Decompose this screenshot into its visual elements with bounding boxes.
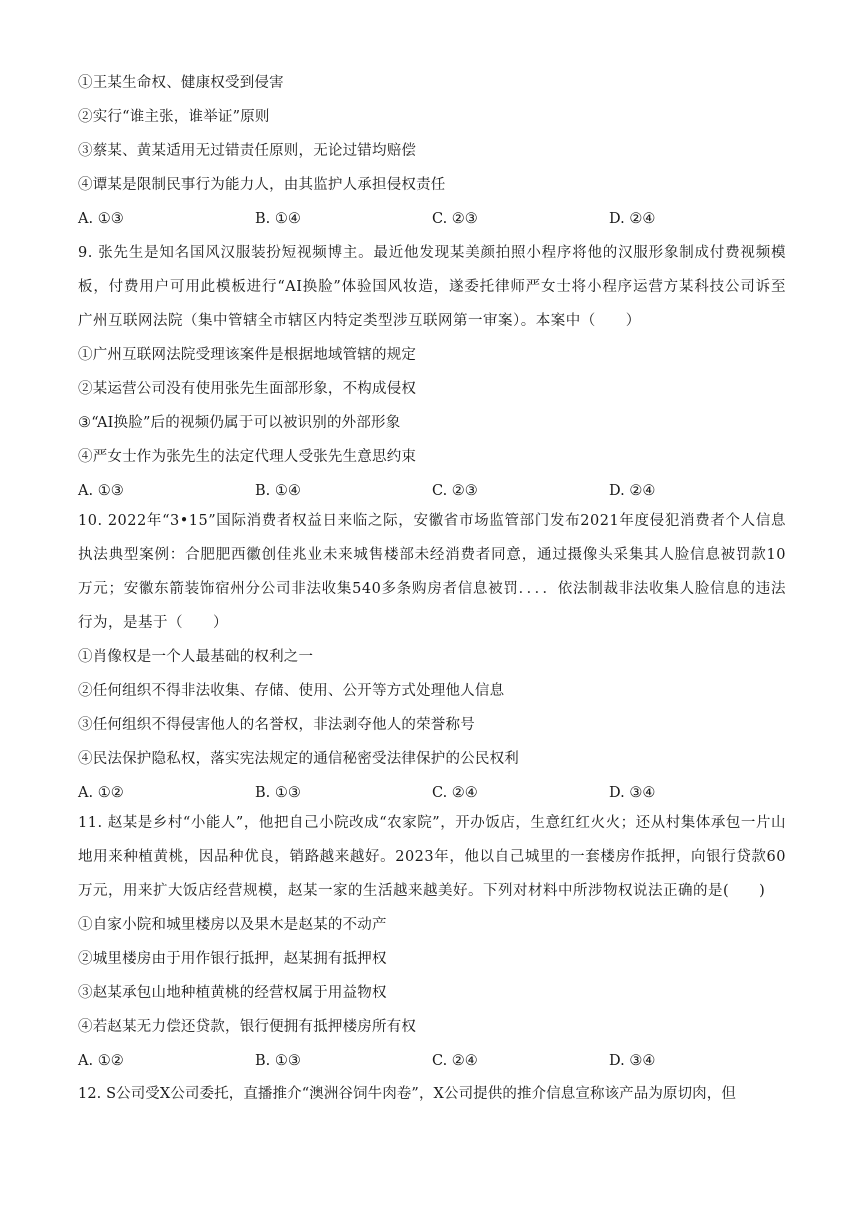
q9-stem: 9. 张先生是知名国风汉服装扮短视频博主。最近他发现某美颜拍照小程序将他的汉服形象制成付费视频模板，付费用户可用此模板进行“AI换脸”体验国风妆造，遂委托律师严女士将小程序运营方某科技公司诉至广州互联网法院（集中管辖全市辖区内特定类型涉互联网第一审案）。本案中（ ） xyxy=(78,245,786,329)
q9-option-c[interactable]: C. ②③ xyxy=(432,483,478,499)
question-12 xyxy=(78,1077,786,1111)
q11-options xyxy=(78,1044,786,1078)
q9-item-1: ①广州互联网法院受理该案件是根据地域管辖的规定 xyxy=(78,347,417,363)
q10-option-c[interactable]: C. ②④ xyxy=(432,785,478,801)
q10-options xyxy=(78,776,786,810)
q12-stem: 12. S公司受X公司委托，直播推介“澳洲谷饲牛肉卷”，X公司提供的推介信息宣称该产品为原切肉，但 xyxy=(78,1086,736,1102)
q8-item-1: ①王某生命权、健康权受到侵害 xyxy=(78,75,284,91)
q10-option-a[interactable]: A. ①② xyxy=(78,785,124,801)
q11-option-d[interactable]: D. ③④ xyxy=(609,1053,656,1069)
q11-item-3: ③赵某承包山地种植黄桃的经营权属于用益物权 xyxy=(78,985,387,1001)
q9-item-4: ④严女士作为张先生的法定代理人受张先生意思约束 xyxy=(78,449,417,465)
question-11 xyxy=(78,806,786,1078)
q8-item-4: ④谭某是限制民事行为能力人，由其监护人承担侵权责任 xyxy=(78,177,446,193)
q9-options xyxy=(78,474,786,508)
q8-option-d[interactable]: D. ②④ xyxy=(609,211,656,227)
q11-option-b[interactable]: B. ①③ xyxy=(255,1053,301,1069)
q10-item-4: ④民法保护隐私权，落实宪法规定的通信秘密受法律保护的公民权利 xyxy=(78,751,519,767)
q11-item-2: ②城里楼房由于用作银行抵押，赵某拥有抵押权 xyxy=(78,951,387,967)
q10-option-b[interactable]: B. ①③ xyxy=(255,785,301,801)
question-8-tail xyxy=(78,66,786,236)
q8-options xyxy=(78,202,786,236)
q9-item-3: ③“AI换脸”后的视频仍属于可以被识别的外部形象 xyxy=(78,415,401,431)
q11-option-c[interactable]: C. ②④ xyxy=(432,1053,478,1069)
q9-option-b[interactable]: B. ①④ xyxy=(255,483,301,499)
q9-item-2: ②某运营公司没有使用张先生面部形象，不构成侵权 xyxy=(78,381,417,397)
question-9 xyxy=(78,236,786,508)
q10-item-2: ②任何组织不得非法收集、存储、使用、公开等方式处理他人信息 xyxy=(78,683,505,699)
q11-stem: 11. 赵某是乡村“小能人”，他把自己小院改成“农家院”，开办饭店，生意红红火火；还从村集体承包一片山地用来种植黄桃，因品种优良，销路越来越好。2023年，他以自己城里的一套楼房作抵押，向银行贷款60万元，用来扩大饭店经营规模，赵某一家的生活越来越美好。下列对材料中所涉物权说法正确的是( ) xyxy=(78,815,786,899)
q10-option-d[interactable]: D. ③④ xyxy=(609,785,656,801)
q8-item-2: ②实行“谁主张，谁举证”原则 xyxy=(78,109,270,125)
q9-option-a[interactable]: A. ①③ xyxy=(78,483,124,499)
q11-item-1: ①自家小院和城里楼房以及果木是赵某的不动产 xyxy=(78,917,387,933)
q8-item-3: ③蔡某、黄某适用无过错责任原则，无论过错均赔偿 xyxy=(78,143,417,159)
q10-item-1: ①肖像权是一个人最基础的权利之一 xyxy=(78,649,314,665)
q10-item-3: ③任何组织不得侵害他人的名誉权，非法剥夺他人的荣誉称号 xyxy=(78,717,475,733)
q10-stem: 10. 2022年“3•15”国际消费者权益日来临之际，安徽省市场监管部门发布2021年度侵犯消费者个人信息执法典型案例：合肥肥西徽创佳兆业未来城售楼部未经消费者同意，通过摄像头采集其人脸信息被罚款10万元；安徽东箭装饰宿州分公司非法收集540多条购房者信息被罚．．．．依法制裁非法收集人脸信息的违法行为，是基于（ ） xyxy=(78,513,786,631)
q11-item-4: ④若赵某无力偿还贷款，银行便拥有抵押楼房所有权 xyxy=(78,1019,417,1035)
q8-option-b[interactable]: B. ①④ xyxy=(255,211,301,227)
q8-option-c[interactable]: C. ②③ xyxy=(432,211,478,227)
q9-option-d[interactable]: D. ②④ xyxy=(609,483,656,499)
question-10 xyxy=(78,504,786,810)
q11-option-a[interactable]: A. ①② xyxy=(78,1053,124,1069)
q8-option-a[interactable]: A. ①③ xyxy=(78,211,124,227)
